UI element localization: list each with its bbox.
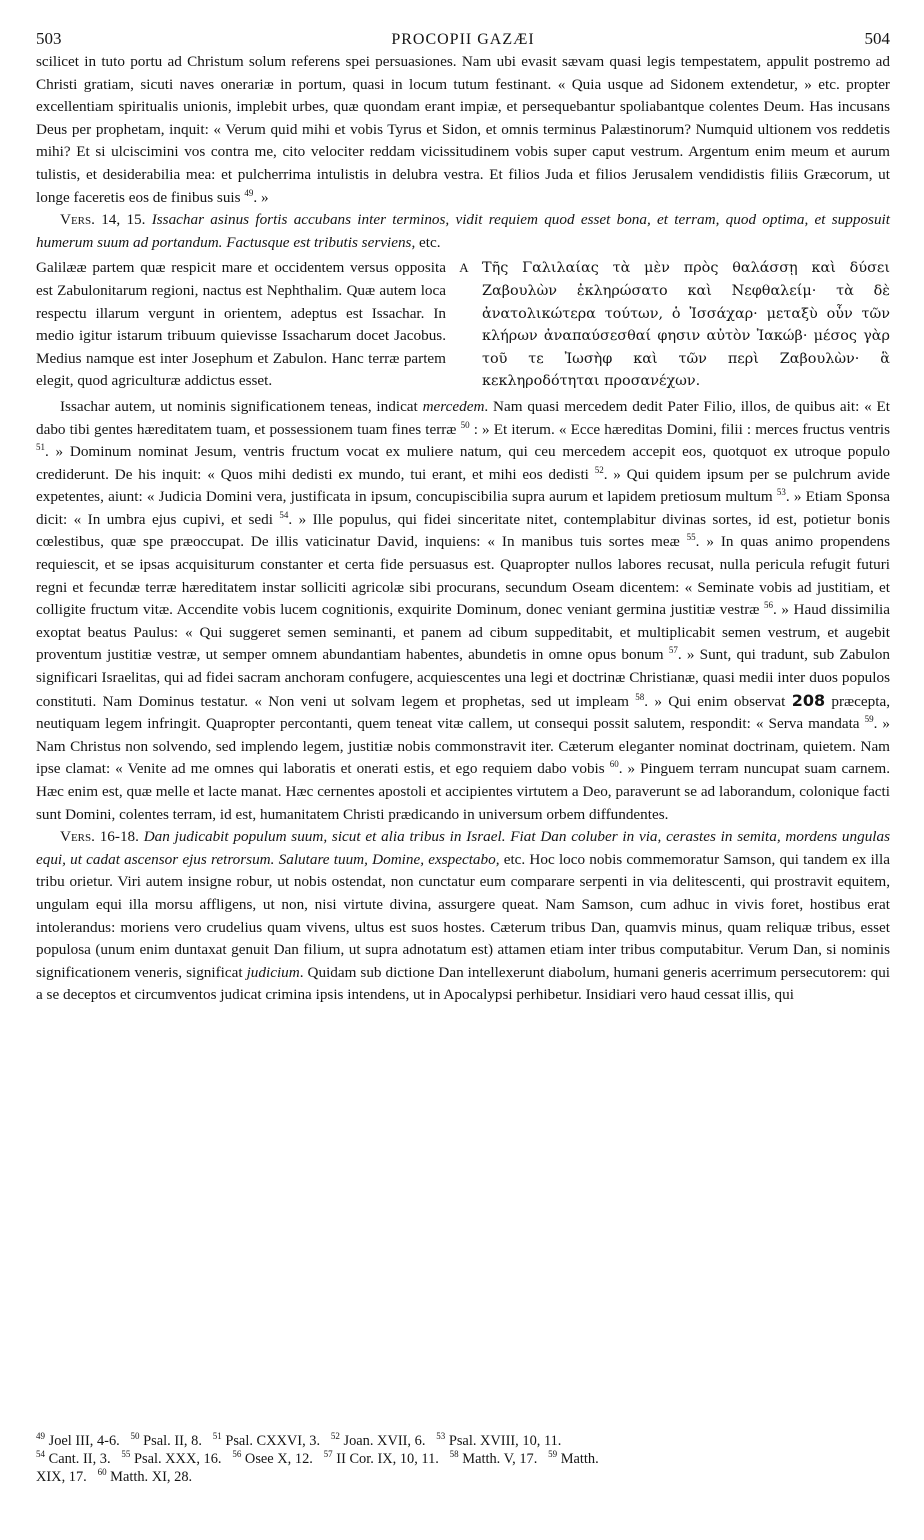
footnote-text: Psal. XVIII, 10, 11. — [448, 1433, 562, 1449]
verse-label: Vers. 16-18. — [60, 828, 139, 846]
text-run: præcepta, neutiquam legem infringit. Quapropter percontanti, quem teneat vitæ callem, ut consequi possit salutem, respondit: « Serva mandata — [36, 692, 891, 733]
footnote-number: 54 — [36, 1449, 45, 1460]
page-header — [36, 28, 890, 51]
footnote-ref: 49 — [244, 187, 254, 198]
greek-column: Τῆς Γαλιλαίας τὰ μὲν πρὸς θαλάσσῃ καὶ δύσει Ζαβουλὼν ἐκληρώσατο καὶ Νεφθαλείμ· τὰ δὲ ἀνατολικώτερα τούτων, ὁ Ἰσσάχαρ· μεταξὺ οὖν τῶν κλήρων ἀναπαύσεσθαί φησιν αὐτὸν Ἰακώβ· μέσος γὰρ τοῦ τε Ἰωσὴφ καὶ τῶν περὶ Ζαβουλὼν· ἃ κεκληροδότηται προσανέχων. — [482, 260, 890, 390]
right-page-number: 504 — [864, 29, 890, 48]
footnote-text: Joan. XVII, 6. — [343, 1433, 426, 1449]
column-marker: A — [459, 260, 469, 276]
text-run: . » Qui quidem ipsum per se pulchrum avide expetentes, aiunt: « Judicia Domini vera, justificata in ipsum, concupiscibilia supra aurum et lapidem pretiosum multum — [36, 465, 890, 506]
verse-commentary — [36, 826, 890, 1007]
quote-close: . » — [253, 188, 269, 206]
commentary-paragraph — [36, 396, 890, 826]
footnote-text: Psal. CXXVI, 3. — [225, 1433, 321, 1449]
footnotes — [36, 1432, 890, 1486]
footnote-text: Psal. II, 8. — [143, 1433, 202, 1449]
footnote-text: Osee X, 12. — [244, 1451, 313, 1467]
footnote-ref: 60 — [609, 759, 619, 770]
text-run: etc. Hoc loco nobis commemoratur Samson, qui tandem ex illa tribu orietur. Viri autem insigne robur, ut nobis ostendat, non cunctatur eum comparare serpenti in via delitescenti, qui prostravit equitem, ungulam equi illa morsu affligens, ut non, nisi virtute divina, assurgere queat. Nam Samson, cum adhuc in vivis foret, hostibus erat intolerandus: moriens vero crudelius quam vivens, ultus est suos hostes. Cæterum tribus Dan, quamvis minus, quam reliquæ tribus, esset populosa (unum enim duntaxat genuit Dan filium, ut supra adnotatum est) attamen etiam inter tribus computabitur. Verum Dan, si nominis significationem veneris, significat — [36, 850, 890, 981]
running-title: PROCOPII GAZÆI — [391, 31, 535, 48]
footnote-line — [36, 1450, 890, 1468]
verse-label: Vers. 14, 15. — [60, 211, 146, 229]
footnote-ref: 58 — [635, 691, 645, 702]
text-run: Issachar autem, ut nominis significationem teneas, indicat — [60, 397, 418, 415]
footnote-text: Matth. V, 17. — [462, 1451, 538, 1467]
verse-etc: etc. — [419, 233, 441, 251]
footnote-text: II Cor. IX, 10, 11. — [336, 1451, 439, 1467]
text-run: . » Nam Christus non solvendo, sed implendo legem, justitiæ nobis commonstravit iter. Cæterum eleganter nominat doctrinam, quietem. Nam ipse clamat: « Venite ad me omnes qui laboratis et onerati estis, et ego requiem dabo vobis — [36, 715, 891, 778]
footnote-number: 53 — [436, 1431, 446, 1442]
footnote-ref: 53 — [776, 487, 786, 498]
footnote-number: 60 — [97, 1467, 107, 1478]
emphasis-word: judicium — [246, 963, 300, 981]
footnote-line — [36, 1432, 890, 1450]
footnote-number: 58 — [449, 1449, 459, 1460]
footnote-text: XIX, 17. — [36, 1469, 87, 1485]
footnote-ref: 50 — [460, 419, 470, 430]
paragraph-text: scilicet in tuto portu ad Christum solum referens spei persuasiones. Nam ubi evasit sævam quasi legis tempestatem, appulit postremo ad Christi gratiam, sicuti naves onerariæ in portum, quasi in locum tutum festinant. « Quia usque ad Sidonem extendetur, » etc. propter excellentiam spiritualis unionis, implebit urbes, quæ quondam erant impiæ, et persequebantur spoliabantque colentes Deum. Has incusans Deus per prophetam, inquit: « Verum quid mihi et vobis Tyrus et Sidon, et omnis terminus Palæstinorum? Numquid ultionem vos reddetis mihi? Et si ulciscimini vos contra me, cito velociter reddam vicissitudinem vobis super caput vestrum. Argentum enim meum et aurum tulistis, et desiderabilia mea: et pulcherrima intulistis in delubra vestra. Et filios Juda et filios Jerusalem vendidistis filiis Græcorum, ut longe faceretis eos de finibus suis — [36, 53, 890, 206]
paragraph-continuation — [36, 51, 890, 209]
column-number-marker: 208 — [791, 690, 826, 710]
footnote-ref: 54 — [279, 509, 289, 520]
text-run: . » Haud dissimilia exoptat beatus Paulus: « Qui suggeret semen seminanti, et panem ad cibum suppeditabit, et multiplicabit semen vestrum, et augebit proventum justitiæ vestræ, ut semper omnem abundantiam habentes, abundetis in omne opus bonum — [36, 601, 891, 664]
verse-text: Issachar asinus fortis accubans inter terminos, vidit requiem quod esset bona, et terram, quod optima, et supposuit humerum suum ad portandum. Factusque est tributis serviens, — [36, 211, 890, 251]
verse-heading — [36, 209, 890, 254]
footnote-number: 49 — [36, 1431, 45, 1442]
footnote-number: 51 — [212, 1431, 222, 1442]
footnote-line — [36, 1468, 890, 1486]
left-page-number: 503 — [36, 29, 62, 48]
footnote-ref: 56 — [764, 600, 774, 611]
emphasis-word: mercedem — [422, 397, 485, 415]
text-run: : » Et iterum. « Ecce hæreditas Domini, filii : merces fructus ventris — [473, 420, 890, 438]
latin-column: Galilææ partem quæ respicit mare et occidentem versus opposita est Zabulonitarum regioni, nactus est Nephthalim. Quæ autem loca respectu illarum vergunt in orientem, adeptus est Issachar. In medio igitur istarum tribuum quievisse Issacharum docet Jacobus. Medius namque est inter Josephum et Zabulon. Hanc terræ partem elegit, quod agriculturæ addictus esset. — [36, 259, 446, 390]
footnote-text: Matth. XI, 28. — [110, 1469, 193, 1485]
footnote-ref: 52 — [594, 464, 604, 475]
footnote-ref: 51 — [36, 442, 45, 453]
footnote-ref: 57 — [668, 645, 678, 656]
footnote-number: 56 — [232, 1449, 242, 1460]
text-run: . » Qui enim observat — [644, 692, 786, 710]
verse-text: Dan judicabit populum suum, sicut et alia tribus in Israel. Fiat Dan coluber in via, cerastes in semita, mordens ungulas equi, ut cadat ascensor ejus retrorsum. Salutare tuum, Domine, exspectabo, — [36, 828, 891, 868]
footnote-number: 52 — [330, 1431, 340, 1442]
footnote-text: Matth. — [560, 1451, 599, 1467]
text-run: . » Etiam Sponsa dicit: « In umbra ejus cupivi, et sedi — [36, 488, 891, 528]
text-run: . Nam quasi mercedem dedit Pater Filio, illos, de quibus ait: « Et dabo tibi gentes hæreditatem tuam, et possessionem tuam fines terræ — [36, 397, 891, 438]
footnote-ref: 55 — [686, 532, 696, 543]
text-run: . » Sunt, qui tradunt, sub Zabulon significari Israelitas, qui ad fidei sacram anchoram confugere, acquiescentes una legi et doctrinæ Christianæ, quasi medii inter duos populos constituti. Nam Dominus testatur. « Non veni ut solvam legem et prophetas, sed ut impleam — [36, 646, 890, 710]
footnote-ref: 59 — [864, 714, 874, 725]
footnote-text: Cant. II, 3. — [48, 1451, 111, 1467]
text-run: . » Pinguem terram nuncupat suam carnem. Hæc enim est, quæ melle et lacte manat. Hæc cernentes apostoli et accipientes virtutem a Deo, paraverunt se ad laborandum, colonique facti sunt Domini, colentes terram, id est, humanitatem Christi prædicando in universum orbem diffundentes. — [36, 760, 890, 823]
footnote-text: Joel III, 4-6. — [48, 1433, 120, 1449]
footnote-number: 50 — [130, 1431, 140, 1442]
parallel-columns — [36, 257, 890, 393]
text-run: . » In quas animo propendens requiescit, et se ipsas acquisiturum constanter et certa fide persuasus est. Quapropter nullos labores recusat, nulla pericula refugit futuri regni et fecundæ terræ hæreditatem instar solliciti agricolæ sibi procurans, secundum Oseam dicentem: « Seminate vobis ad justitiam, et colligite fructum vitæ. Accendite vobis lucem cognitionis, exquirite Dominum, donec veniant germina justitiæ vestræ — [36, 533, 890, 619]
footnote-number: 59 — [548, 1449, 558, 1460]
footnote-text: Psal. XXX, 16. — [133, 1451, 222, 1467]
text-run: . Quidam sub dictione Dan intellexerunt diabolum, humani generis acerrimum persecutorem: qui a se deceptos et circumventos judicat crimina ipsis intendens, ut in Apocalypsi perhibetur. Insidiari vero haud cessat illis, qui — [36, 963, 891, 1004]
text-run: . » Dominum nominat Jesum, ventris fructum vocat ex muliere natum, qui ceu mercedem accepit eos, quotquot ex utroque populo crediderunt. De his inquit: « Quos mihi dedisti ex mundo, tui erant, et mihi eos dedisti — [36, 443, 890, 483]
footnote-number: 55 — [121, 1449, 131, 1460]
footnote-number: 57 — [323, 1449, 333, 1460]
text-run: . » Ille populus, qui fidei sinceritate nitet, contemplabitur divinas sortes, id est, potietur bonis cœlestibus, quæ spe præoccupat. De illis vaticinatur David, inquiens: « In manibus tuis sortes meæ — [36, 510, 891, 551]
